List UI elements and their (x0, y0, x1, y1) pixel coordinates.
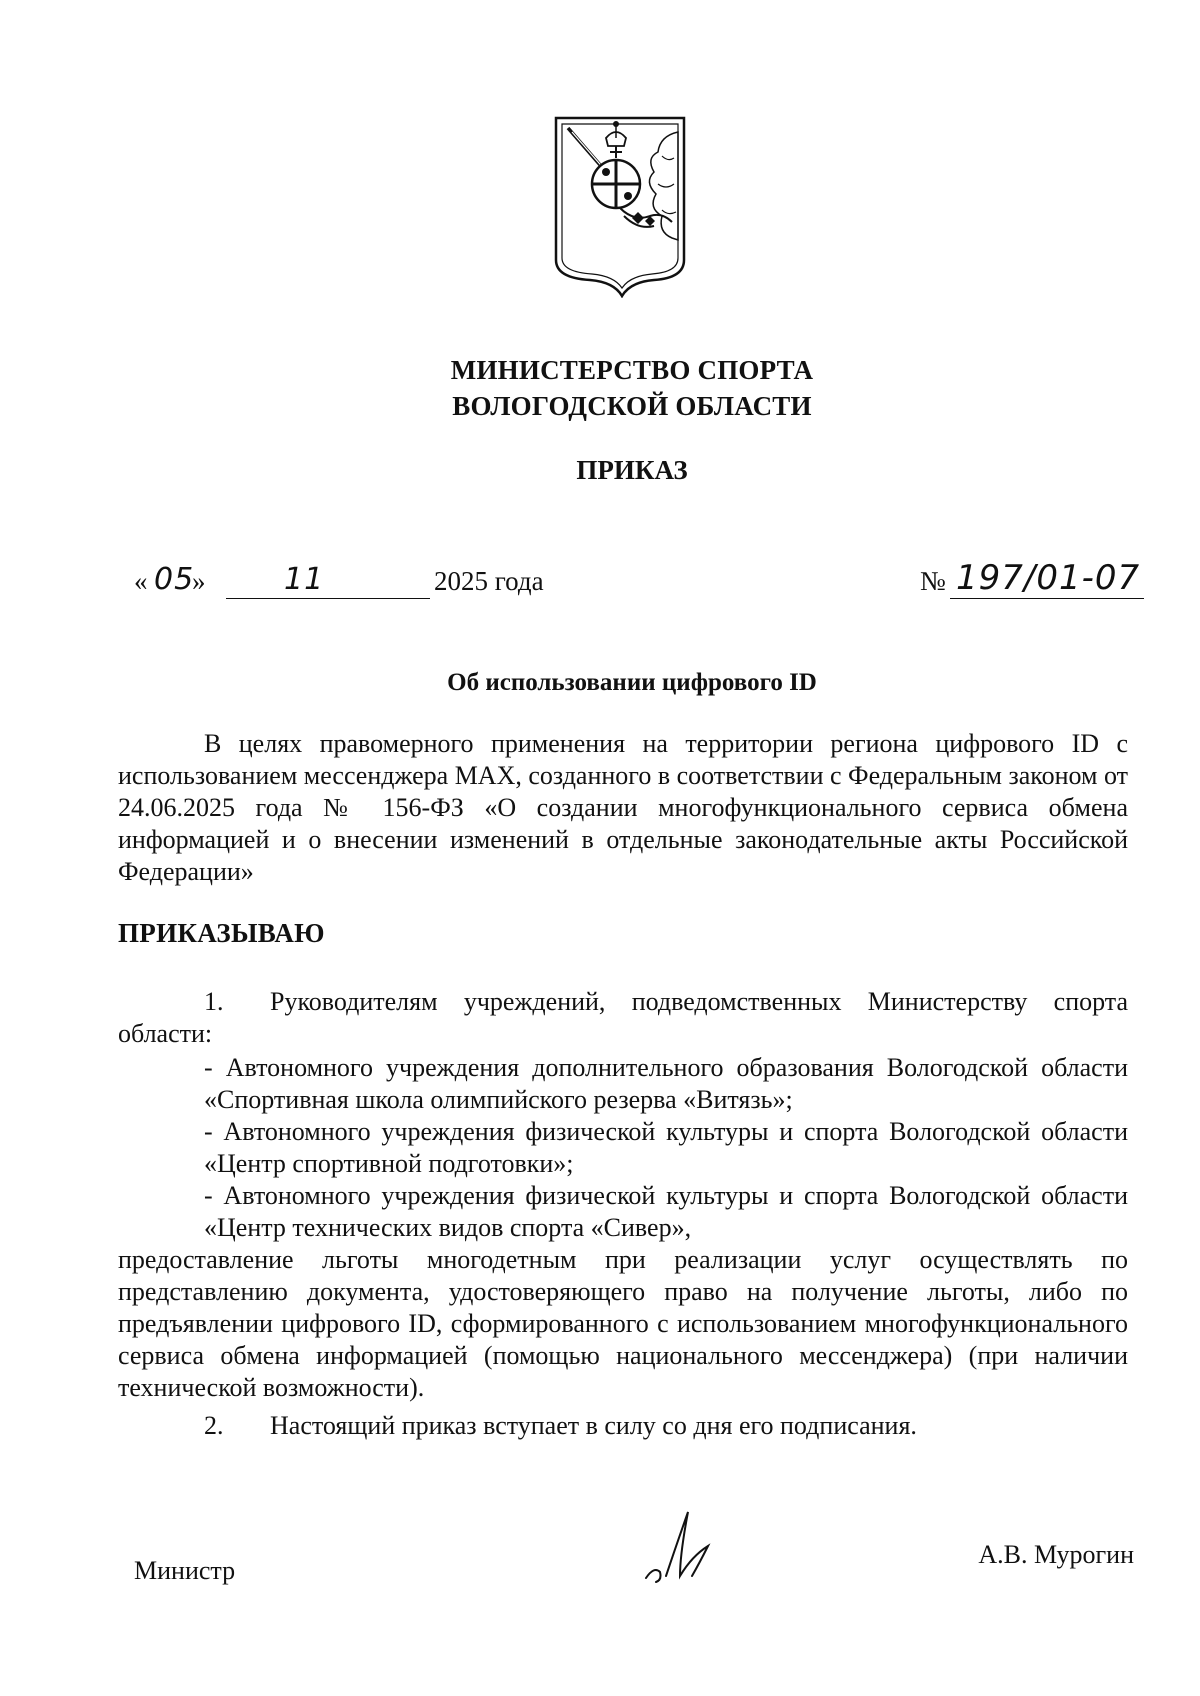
handwritten-signature (636, 1506, 736, 1596)
number-sign: № (920, 566, 946, 596)
coat-of-arms-icon (550, 112, 690, 298)
subitem-3: - Автономного учреждения физической культуры и спорта Вологодской области «Центр технических видов спорта «Сивер», (204, 1181, 1128, 1242)
date-number-row (134, 558, 1144, 612)
order-item-1 (118, 986, 1128, 1050)
preamble-paragraph: В целях правомерного применения на территории региона цифрового ID с использованием мессенджера MAX, созданного в соответствии с Федеральным законом от 24.06.2025 года № 156-ФЗ «О создании многофункционального сервиса обмена информацией и о внесении изменений в отдельные законодательные акты Российской Федерации» (118, 729, 1129, 886)
organization-name (0, 352, 1200, 424)
item-number: 2. (204, 1411, 224, 1440)
order-item-1-tail: предоставление льготы многодетным при реализации услуг осуществлять по представлению документа, удостоверяющего право на получение льготы, либо по предъявлении цифрового ID, сформированного с использованием многофункционального сервиса обмена информацией (помощью национального мессенджера) (при наличии технической возможности). (118, 1245, 1128, 1402)
item-text: Настоящий приказ вступает в силу со дня его подписания. (270, 1411, 917, 1440)
subitem-1: - Автономного учреждения дополнительного образования Вологодской области «Спортивная школа олимпийского резерва «Витязь»; (204, 1053, 1128, 1114)
order-item-2 (118, 1410, 1128, 1442)
number-underline (950, 598, 1144, 599)
subitem-2: - Автономного учреждения физической культуры и спорта Вологодской области «Центр спортивной подготовки»; (204, 1117, 1128, 1178)
organization-line-1: МИНИСТЕРСТВО СПОРТА (450, 355, 814, 385)
date-underline (226, 598, 430, 599)
document-subject: Об использовании цифрового ID (447, 669, 817, 696)
signer-title: Министр (134, 1556, 236, 1585)
organization-line-2: ВОЛОГОДСКОЙ ОБЛАСТИ (452, 391, 812, 421)
item-number: 1. (204, 987, 224, 1016)
signer-name: А.В. Мурогин (978, 1540, 1134, 1569)
date-open-quote: « (134, 566, 148, 596)
item-text: Руководителям учреждений, подведомственных Министерству спорта области: (118, 987, 1128, 1048)
date-close-quote: » (192, 566, 206, 596)
order-heading: ПРИКАЗЫВАЮ (118, 918, 325, 948)
date-year: 2025 года (434, 566, 544, 596)
date-day: 05 (154, 562, 195, 597)
document-number: 197/01-07 (956, 558, 1141, 598)
signature-block (134, 1536, 1134, 1616)
date-month: 11 (284, 562, 325, 597)
document-type: ПРИКАЗ (576, 455, 688, 485)
